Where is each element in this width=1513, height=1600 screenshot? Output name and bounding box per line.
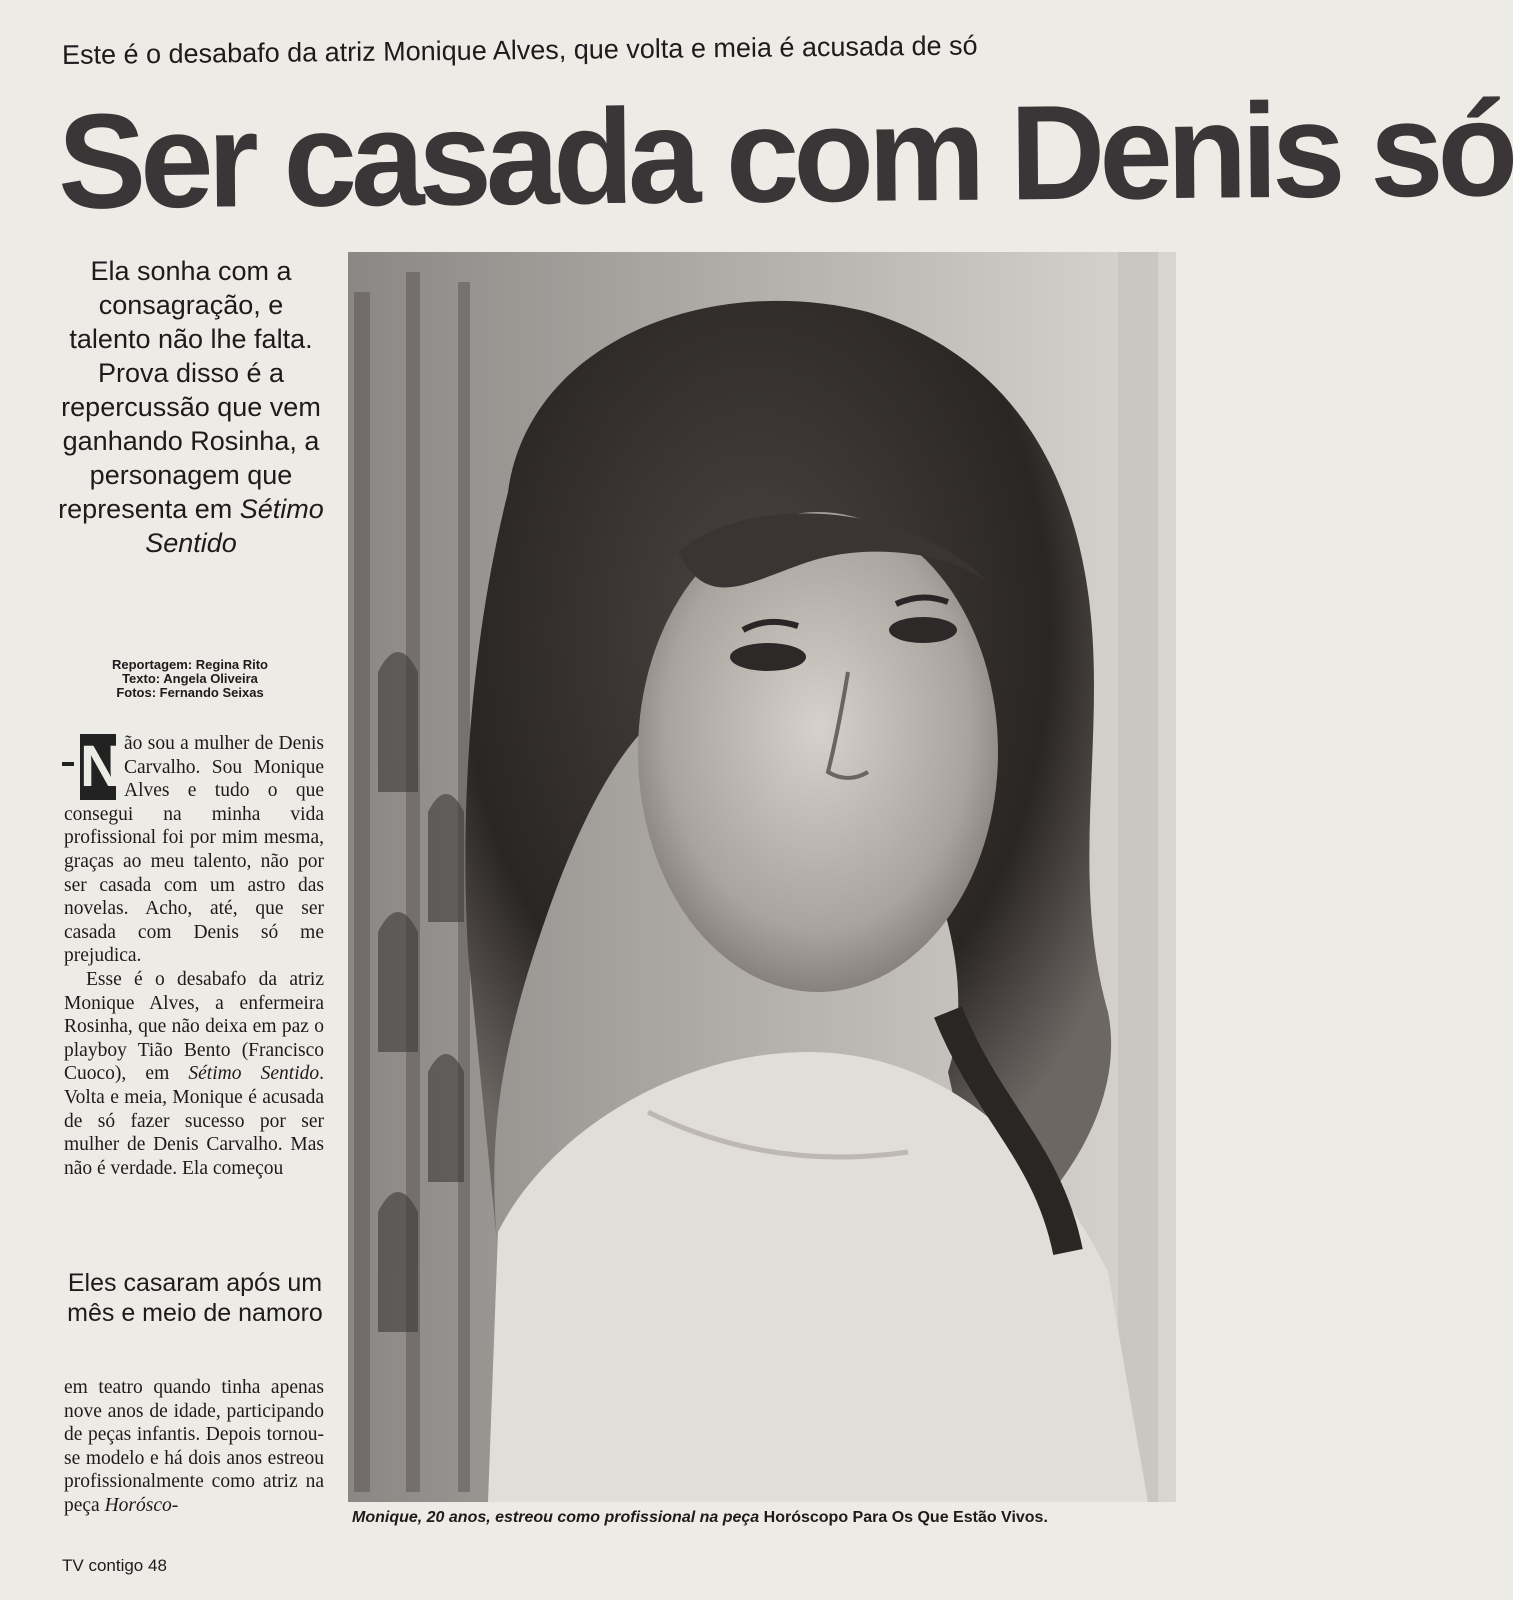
lede — [58, 254, 324, 560]
dialogue-dash — [62, 762, 74, 766]
paragraph-1: ão sou a mulher de Denis Carvalho. Sou Monique Alves e tudo o que consegui na minha vida profissional foi por mim mesma, graças ao meu talento, não por ser casada com um astro das novelas. Acho, até, que ser casada com Denis só me prejudica. — [64, 733, 324, 967]
subheading: Eles casaram após um mês e meio de namoro — [67, 1269, 323, 1327]
paragraph-2-show: Sétimo Sentido — [188, 1063, 320, 1085]
headline: Ser casada com Denis só — [57, 73, 1513, 237]
credit-reporting: Reportagem: Regina Rito — [111, 657, 268, 672]
paragraph-2-text-end: . Volta e meia, Monique é acusada de só fazer sucesso por ser mulher de Denis Carvalho. Mas não é verdade. Ela começou — [64, 1063, 324, 1179]
lede-show-title: Sétimo Sentido — [145, 494, 324, 558]
caption-text: Monique, 20 anos, estreou como profissional na peça — [352, 1509, 760, 1526]
page-folio: TV contigo 48 — [62, 1556, 167, 1575]
portrait-photo — [348, 252, 1176, 1502]
paragraph-2 — [64, 968, 324, 1180]
portrait-illustration — [348, 252, 1176, 1502]
credit-text: Texto: Angela Oliveira — [122, 671, 258, 686]
lede-text: Ela sonha com a consagração, e talento não lhe falta. Prova disso é a repercussão que vem ganhando Rosinha, a personagem que representa em — [58, 256, 321, 524]
caption-play-title: Horóscopo Para Os Que Estão Vivos. — [763, 1509, 1048, 1526]
credits — [70, 658, 310, 700]
credit-photos: Fotos: Fernando Seixas — [116, 685, 264, 700]
kicker-line: Este é o desabafo da atriz Monique Alves, que volta e meia é acusada de só — [61, 30, 978, 70]
article-body-top — [64, 732, 324, 1180]
article-body-bottom — [64, 1376, 324, 1518]
photo-caption — [352, 1509, 1172, 1527]
drop-cap-letter: N — [80, 734, 122, 799]
paragraph-3-show: Horósco- — [104, 1494, 179, 1516]
paragraph-3: em teatro quando tinha apenas nove anos de idade, participando de peças infantis. Depois tornou-se modelo e há dois anos estreou profissionalmente como atriz na peça — [64, 1377, 324, 1516]
drop-cap — [80, 734, 122, 800]
paragraph-2-text: Esse é o desabafo da atriz Monique Alves, a enfermeira Rosinha, que não deixa em paz o playboy Tião Bento (Francisco Cuoco), em — [64, 968, 324, 1085]
